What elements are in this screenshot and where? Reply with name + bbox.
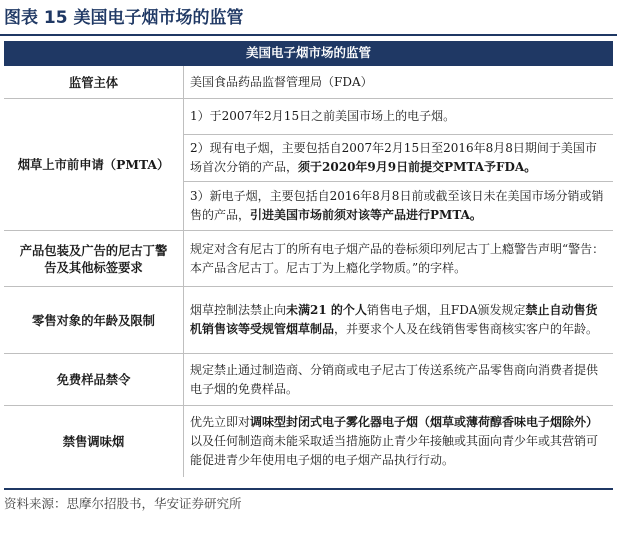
- table-row: [4, 405, 613, 477]
- table-banner: 美国电子烟市场的监管: [4, 41, 613, 64]
- text-normal: 以及任何制造商未能采取适当措施防止青少年接触或其面向青少年或其营销可能促进青少年使用电子烟的电子烟产品执行行动。: [190, 434, 599, 467]
- row-label: 监管主体: [4, 66, 184, 98]
- row-content: [184, 99, 613, 230]
- text-bold: 禁止自动售货机销售该等受规管烟草制品: [190, 303, 598, 336]
- row-label: 禁售调味烟: [4, 406, 184, 477]
- pmta-item-text: [190, 187, 607, 225]
- row-content: 规定对含有尼古丁的所有电子烟产品的卷标须印列尼古丁上瘾警告声明“警告：本产品含尼古丁。尼古丁为上瘾化学物质。”的字样。: [190, 241, 605, 275]
- row-label: 零售对象的年龄及限制: [4, 287, 184, 353]
- text-bold: 调味型封闭式电子雾化器电子烟（烟草或薄荷醇香味电子烟除外）: [250, 415, 599, 429]
- text-normal: ，并要求个人及在线销售零售商核实客户的年龄。: [334, 322, 599, 336]
- figure-title: 图表 15 美国电子烟市场的监管: [4, 8, 244, 28]
- row-content-text: [190, 413, 607, 470]
- row-label: 免费样品禁令: [4, 354, 184, 405]
- pmta-item: [184, 99, 613, 135]
- row-content: 美国食品药品监督管理局（FDA）: [190, 74, 373, 89]
- table-row: [4, 230, 613, 286]
- table-row: [4, 64, 613, 98]
- pmta-item: [184, 135, 613, 182]
- text-normal: 优先立即对: [190, 415, 251, 429]
- row-label: 烟草上市前申请（PMTA）: [4, 99, 184, 230]
- bottom-rule: [4, 488, 613, 490]
- row-content-text: [190, 301, 607, 339]
- pmta-item-bold: 引进美国市场前须对该等产品进行PMTA。: [250, 208, 482, 222]
- pmta-item-normal: 2）现有电子烟，主要包括自2007年2月15日至2016年8月8日期间于美国市场首次分销的产品，: [190, 141, 597, 174]
- pmta-item-bold: 须于2020年9月9日前提交PMTA予FDA。: [298, 160, 537, 174]
- pmta-item: [184, 182, 613, 230]
- pmta-item-normal: 3）新电子烟，主要包括自2016年8月8日前或截至该日未在美国市场分销或销售的产品，: [190, 189, 604, 222]
- text-bold: 未满21 的个人: [286, 303, 367, 317]
- row-content: [184, 406, 613, 477]
- regulation-table: [4, 41, 613, 477]
- title-rule: [0, 34, 617, 36]
- pmta-item-text: 1）于2007年2月15日之前美国市场上的电子烟。: [190, 109, 456, 123]
- table-row: [4, 353, 613, 405]
- row-label: 产品包装及广告的尼古丁警告及其他标签要求: [4, 231, 184, 286]
- text-normal: 销售电子烟，且FDA颁发规定: [366, 303, 526, 317]
- table-row: [4, 98, 613, 230]
- text-normal: 烟草控制法禁止向: [190, 303, 287, 317]
- source-note: 资料来源：思摩尔招股书，华安证券研究所: [4, 496, 242, 511]
- table-row: [4, 286, 613, 353]
- pmta-item-text: [190, 139, 607, 177]
- row-content: [184, 287, 613, 353]
- row-content: 规定禁止通过制造商、分销商或电子尼古丁传送系统产品零售商向消费者提供电子烟的免费样品。: [190, 362, 599, 396]
